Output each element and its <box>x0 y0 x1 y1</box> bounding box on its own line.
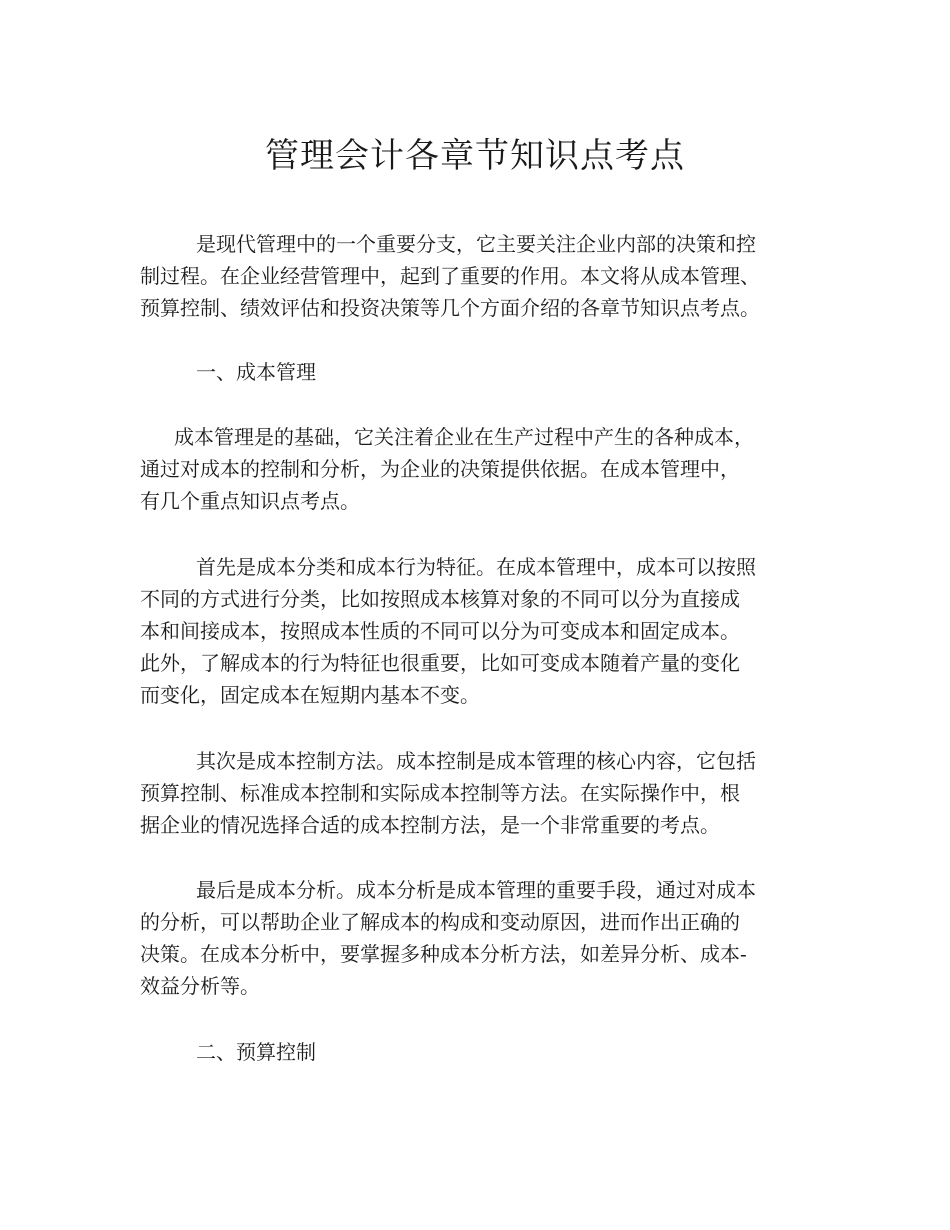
paragraph-line: 据企业的情况选择合适的成本控制方法，是一个非常重要的考点。 <box>140 813 720 837</box>
paragraph-line: 成本管理是的基础，它关注着企业在生产过程中产生的各种成本， <box>174 425 754 449</box>
intro-paragraph <box>140 228 760 324</box>
paragraph-line: 通过对成本的控制和分析，为企业的决策提供依据。在成本管理中， <box>140 457 740 481</box>
paragraph-line: 预算控制、绩效评估和投资决策等几个方面介绍的各章节知识点考点。 <box>140 296 760 320</box>
paragraph-line: 决策。在成本分析中，要掌握多种成本分析方法，如差异分析、成本- <box>140 942 747 966</box>
paragraph-line: 是现代管理中的一个重要分支，它主要关注企业内部的决策和控 <box>196 232 756 256</box>
paragraph-line: 预算控制、标准成本控制和实际成本控制等方法。在实际操作中，根 <box>140 781 740 805</box>
paragraph-line: 首先是成本分类和成本行为特征。在成本管理中，成本可以按照 <box>196 555 756 579</box>
paragraph-cost-classification <box>140 551 756 711</box>
paragraph-line: 最后是成本分析。成本分析是成本管理的重要手段，通过对成本 <box>196 878 756 902</box>
paragraph-line: 的分析，可以帮助企业了解成本的构成和变动原因，进而作出正确的 <box>140 910 740 934</box>
page-title: 管理会计各章节知识点考点 <box>265 136 685 176</box>
paragraph-cost-control <box>140 745 756 841</box>
section-heading-cost-management: 一、成本管理 <box>196 360 316 384</box>
section-heading-budget-control: 二、预算控制 <box>196 1040 316 1064</box>
paragraph-line: 效益分析等。 <box>140 974 260 998</box>
paragraph-line: 此外，了解成本的行为特征也很重要，比如可变成本随着产量的变化 <box>140 651 740 675</box>
paragraph-line: 而变化，固定成本在短期内基本不变。 <box>140 683 480 707</box>
paragraph-line: 本和间接成本，按照成本性质的不同可以分为可变成本和固定成本。 <box>140 619 740 643</box>
paragraph-line: 不同的方式进行分类，比如按照成本核算对象的不同可以分为直接成 <box>140 587 740 611</box>
paragraph-line: 制过程。在企业经营管理中，起到了重要的作用。本文将从成本管理、 <box>140 264 760 288</box>
paragraph-cost-analysis <box>140 874 756 1002</box>
paragraph-line: 有几个重点知识点考点。 <box>140 489 360 513</box>
paragraph-line: 其次是成本控制方法。成本控制是成本管理的核心内容，它包括 <box>196 749 756 773</box>
paragraph-cost-management-intro <box>140 421 754 517</box>
